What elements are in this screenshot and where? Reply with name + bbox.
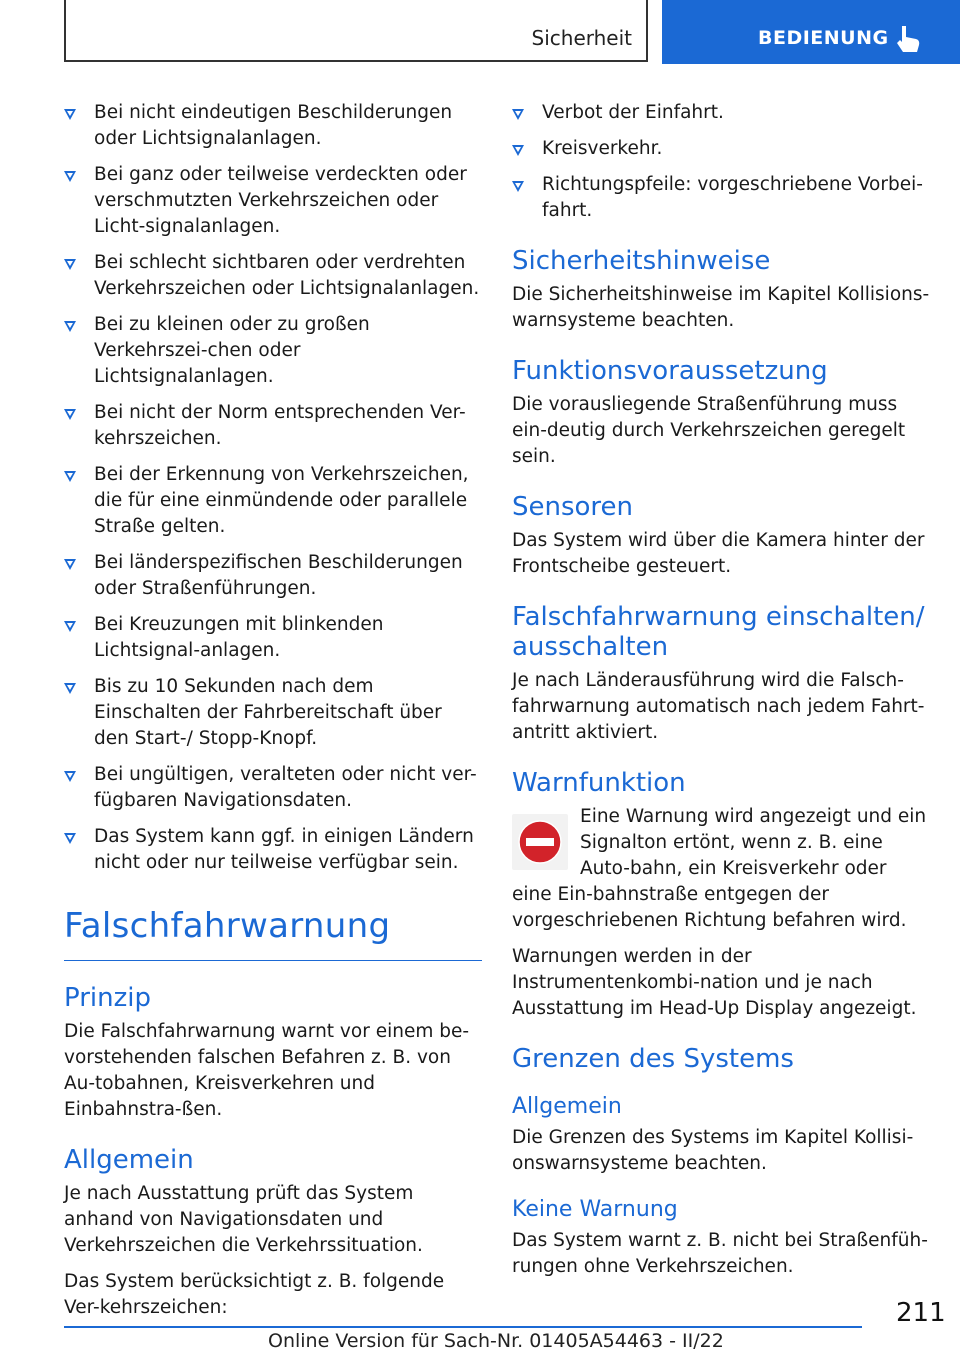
bullet-triangle-icon	[512, 181, 524, 192]
warnfunktion-text-2: Warnungen werden in der Instrumentenkombi-nation und je nach Ausstattung im Head-Up Display angezeigt.	[512, 946, 917, 1019]
prinzip-text: Die Falschfahrwarnung warnt vor einem be-vorstehenden falschen Befahren z. B. von Au-tobahnen, Kreisverkehren und Einbahnstra-ßen.	[64, 1021, 470, 1120]
list-item: Bei nicht der Norm entsprechenden Ver-kehrszeichen.	[64, 400, 482, 452]
page-number: 211	[896, 1298, 946, 1328]
list-item: Bei ungültigen, veralteten oder nicht ver-fügbaren Navigationsdaten.	[64, 762, 482, 814]
list-item: Bei Kreuzungen mit blinkenden Lichtsignal-anlagen.	[64, 612, 482, 664]
sicherheitshinweise-heading: Sicherheitshinweise	[512, 246, 771, 276]
bullet-triangle-icon	[64, 621, 76, 632]
list-item: Das System kann ggf. in einigen Ländern nicht oder nur teilweise verfügbar sein.	[64, 824, 482, 876]
header-section-label: Sicherheit	[531, 26, 632, 50]
bullet-triangle-icon	[512, 145, 524, 156]
left-column	[64, 100, 482, 1331]
allgemein-heading: Allgemein	[64, 1145, 194, 1175]
sensoren-text: Das System wird über die Kamera hinter der Frontscheibe gesteuert.	[512, 530, 925, 577]
list-item: Kreisverkehr.	[512, 136, 932, 162]
list-item: Bis zu 10 Sekunden nach dem Einschalten der Fahrbereitschaft über den Start-/ Stopp-Knopf.	[64, 674, 482, 752]
right-column	[512, 100, 932, 1290]
header-tab-label: BEDIENUNG	[758, 27, 889, 49]
list-item: Bei nicht eindeutigen Beschilderungen oder Lichtsignalanlagen.	[64, 100, 482, 152]
bullet-triangle-icon	[64, 471, 76, 482]
limitations-list	[64, 100, 482, 876]
header-section-box	[64, 0, 648, 62]
prinzip-heading: Prinzip	[64, 983, 151, 1013]
bullet-triangle-icon	[64, 559, 76, 570]
warnfunktion-block	[512, 804, 932, 1022]
header-tab-bedienung[interactable]	[662, 0, 960, 64]
list-item: Bei zu kleinen oder zu großen Verkehrszei-chen oder Lichtsignalanlagen.	[64, 312, 482, 390]
bullet-triangle-icon	[512, 109, 524, 120]
list-item: Richtungspfeile: vorgeschriebene Vorbei-fahrt.	[512, 172, 932, 224]
list-item: Bei ganz oder teilweise verdeckten oder verschmutzten Verkehrszeichen oder Licht-signalanlagen.	[64, 162, 482, 240]
list-item: Bei länderspezifischen Beschilderungen oder Straßenführungen.	[64, 550, 482, 602]
traffic-signs-list	[512, 100, 932, 224]
bullet-triangle-icon	[64, 409, 76, 420]
allgemein-text-2: Das System berücksichtigt z. B. folgende Ver-kehrszeichen:	[64, 1271, 445, 1318]
funktionsvoraussetzung-text: Die vorausliegende Straßenführung muss ein-deutig durch Verkehrszeichen geregelt sein.	[512, 394, 906, 467]
funktionsvoraussetzung-heading: Funktionsvoraussetzung	[512, 356, 828, 386]
grenzen-allgemein-text: Die Grenzen des Systems im Kapitel Kollisi-onswarnsysteme beachten.	[512, 1127, 914, 1174]
bullet-triangle-icon	[64, 683, 76, 694]
sicherheitshinweise-text: Die Sicherheitshinweise im Kapitel Kollisions-warnsysteme beachten.	[512, 284, 930, 331]
sensoren-heading: Sensoren	[512, 492, 634, 522]
bullet-triangle-icon	[64, 833, 76, 844]
warnfunktion-text: Eine Warnung wird angezeigt und ein Signalton ertönt, wenn z. B. eine Auto-bahn, ein Kreisverkehr oder eine Ein-bahnstraße entgegen der vorgeschriebenen Richtung befahren wird.	[512, 806, 927, 931]
bullet-triangle-icon	[64, 321, 76, 332]
online-version-text: Online Version für Sach-Nr. 01405A54463 - II/22	[268, 1330, 724, 1352]
chapter-title: Falschfahrwarnung	[64, 906, 482, 961]
einschalten-text: Je nach Länderausführung wird die Falsch-fahrwarnung automatisch nach jedem Fahrt-antritt aktiviert.	[512, 670, 925, 743]
grenzen-heading: Grenzen des Systems	[512, 1044, 794, 1074]
footer-divider	[64, 1326, 862, 1328]
bullet-triangle-icon	[64, 259, 76, 270]
list-item: Bei schlecht sichtbaren oder verdrehten Verkehrszeichen oder Lichtsignalanlagen.	[64, 250, 482, 302]
bullet-triangle-icon	[64, 171, 76, 182]
allgemein-text: Je nach Ausstattung prüft das System anhand von Navigationsdaten und Verkehrszeichen die Verkehrssituation.	[64, 1183, 423, 1256]
einschalten-heading: Falschfahrwarnung einschalten/ ausschalten	[512, 602, 925, 662]
bullet-triangle-icon	[64, 109, 76, 120]
no-entry-sign-icon	[512, 814, 568, 870]
keine-warnung-heading: Keine Warnung	[512, 1197, 678, 1222]
pointing-hand-icon	[894, 24, 922, 54]
grenzen-allgemein-heading: Allgemein	[512, 1094, 622, 1119]
list-item: Bei der Erkennung von Verkehrszeichen, die für eine einmündende oder parallele Straße gelten.	[64, 462, 482, 540]
warnfunktion-heading: Warnfunktion	[512, 768, 686, 798]
keine-warnung-text: Das System warnt z. B. nicht bei Straßenfüh-rungen ohne Verkehrszeichen.	[512, 1230, 928, 1277]
bullet-triangle-icon	[64, 771, 76, 782]
list-item: Verbot der Einfahrt.	[512, 100, 932, 126]
